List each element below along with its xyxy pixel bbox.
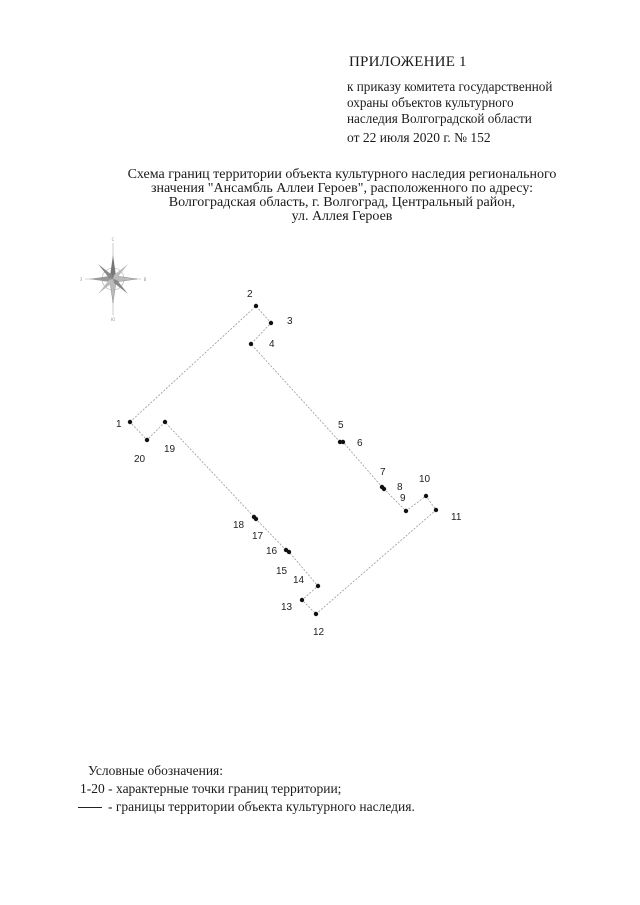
boundary-point-13 (300, 598, 304, 602)
legend (80, 762, 415, 816)
legend-title: Условные обозначения: (88, 763, 224, 778)
boundary-point-label-14: 14 (293, 575, 305, 586)
boundary-point-12 (314, 612, 318, 616)
boundary-point-label-15: 15 (276, 566, 288, 577)
boundary-point-label-7: 7 (380, 467, 386, 478)
boundary-point-label-17: 17 (252, 531, 264, 542)
boundary-point-label-12: 12 (313, 627, 325, 638)
boundary-point-18 (254, 517, 258, 521)
boundary-point-6 (341, 440, 345, 444)
boundary-point-label-18: 18 (233, 520, 245, 531)
scheme-title: Схема границ территории объекта культурного наследия регионального значения "Ансамбль Аллеи Героев", расположенного по адресу: Волгоградская область, г. Волгоград, Центральный район, ул. Аллея Героев (127, 167, 557, 224)
boundary-point-2 (254, 304, 258, 308)
legend-boundary-text: - границы территории объекта культурного наследия. (108, 799, 415, 814)
appendix-title: ПРИЛОЖЕНИЕ 1 (349, 54, 467, 70)
boundary-point-1 (128, 420, 132, 424)
boundary-point-20 (145, 438, 149, 442)
boundary-point-label-3: 3 (287, 316, 293, 327)
boundary-point-10 (424, 494, 428, 498)
legend-line-symbol (78, 807, 102, 808)
order-date: от 22 июля 2020 г. № 152 (347, 130, 491, 145)
boundary-point-label-10: 10 (419, 474, 431, 485)
boundary-point-label-5: 5 (338, 420, 344, 431)
svg-text:C: C (111, 237, 115, 242)
boundary-point-label-1: 1 (116, 419, 122, 430)
boundary-point-label-4: 4 (269, 339, 275, 350)
boundary-point-3 (269, 321, 273, 325)
boundary-point-14 (316, 584, 320, 588)
compass-rose-icon (80, 237, 147, 322)
boundary-point-16 (284, 548, 288, 552)
boundary-point-label-6: 6 (357, 438, 363, 449)
svg-text:З: З (79, 277, 83, 282)
boundary-point-4 (249, 342, 253, 346)
boundary-point-19 (163, 420, 167, 424)
boundary-point-label-2: 2 (247, 289, 253, 300)
boundary-point-label-8: 8 (397, 482, 403, 493)
boundary-point-label-16: 16 (266, 546, 278, 557)
boundary-point-8 (382, 487, 386, 491)
legend-points-item: 1-20 - характерные точки границ территории; (80, 781, 342, 796)
svg-text:Ю: Ю (110, 317, 116, 322)
boundary-point-label-11: 11 (451, 512, 462, 523)
boundary-point-label-9: 9 (400, 493, 406, 504)
boundary-point-11 (434, 508, 438, 512)
boundary-point-label-13: 13 (281, 602, 293, 613)
legend-boundary-item (78, 798, 415, 816)
order-reference: к приказу комитета государственной охраны объектов культурного наследия Волгоградской области (347, 79, 553, 126)
boundary-point-9 (404, 509, 408, 513)
svg-text:В: В (143, 277, 147, 282)
boundary-point-label-19: 19 (164, 444, 176, 455)
boundary-points (116, 289, 462, 638)
boundary-point-label-20: 20 (134, 454, 146, 465)
